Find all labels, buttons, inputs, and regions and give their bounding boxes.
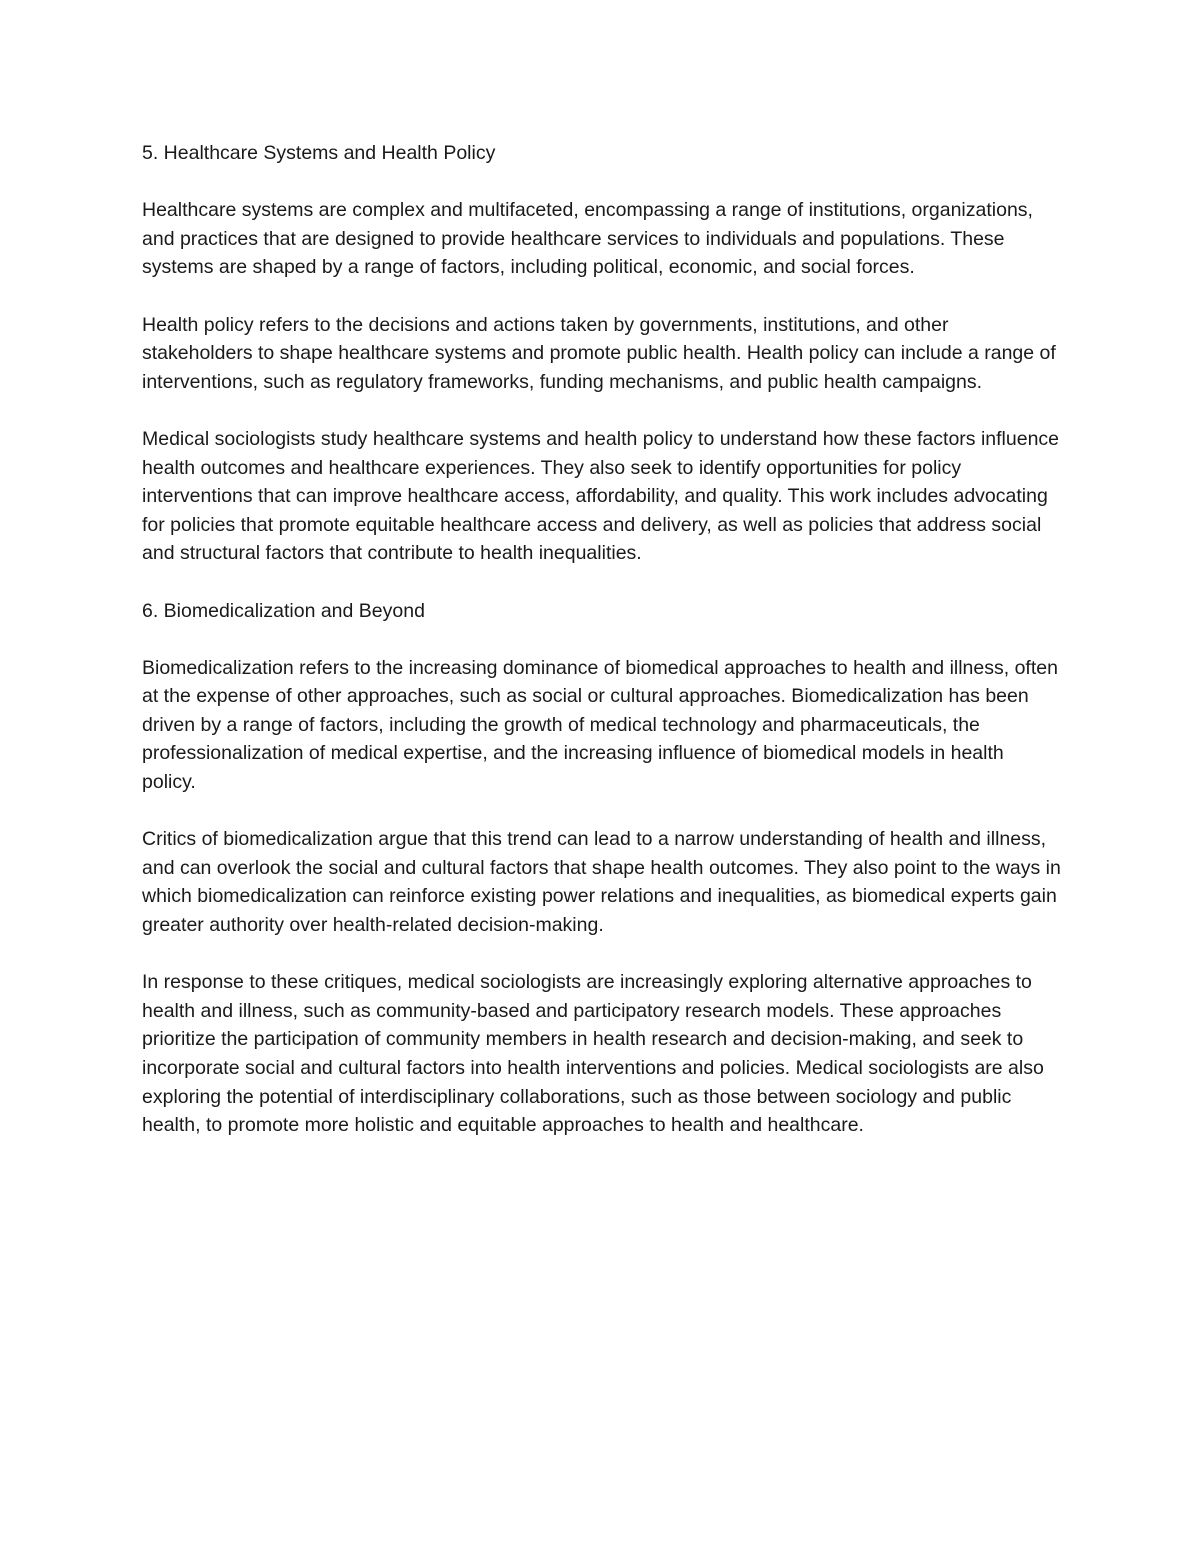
- section-heading-6: 6. Biomedicalization and Beyond: [142, 599, 425, 622]
- paragraph: Healthcare systems are complex and multifaceted, encompassing a range of institutions, organizations, and practices that are designed to provide healthcare services to individuals and populations. These systems are shaped by a range of factors, including political, economic, and social forces.: [142, 199, 1033, 279]
- paragraph: Health policy refers to the decisions and actions taken by governments, institutions, and other stakeholders to shape healthcare systems and promote public health. Health policy can include a range of interventions, such as regulatory frameworks, funding mechanisms, and public health campaigns.: [142, 313, 1056, 393]
- section-heading-5: 5. Healthcare Systems and Health Policy: [142, 142, 496, 164]
- paragraph: Critics of biomedicalization argue that this trend can lead to a narrow understanding of health and illness, and can overlook the social and cultural factors that shape health outcomes. They also point to the ways in which biomedicalization can reinforce existing power relations and inequalities, as biomedical experts gain greater authority over health-related decision-making.: [142, 828, 1061, 937]
- paragraph: Biomedicalization refers to the increasing dominance of biomedical approaches to health and illness, often at the expense of other approaches, such as social or cultural approaches. Biomedicalization has been driven by a range of factors, including the growth of medical technology and pharmaceuticals, the professionalization of medical expertise, and the increasing influence of biomedical models in health policy.: [142, 656, 1058, 794]
- paragraph: In response to these critiques, medical sociologists are increasingly exploring alternative approaches to health and illness, such as community-based and participatory research models. These approaches prioritize the participation of community members in health research and decision-making, and seek to incorporate social and cultural factors into health interventions and policies. Medical sociologists are also exploring the potential of interdisciplinary collaborations, such as those between sociology and public health, to promote more holistic and equitable approaches to health and healthcare.: [142, 971, 1044, 1137]
- paragraph: Medical sociologists study healthcare systems and health policy to understand how these factors influence health outcomes and healthcare experiences. They also seek to identify opportunities for policy interventions that can improve healthcare access, affordability, and quality. This work includes advocating for policies that promote equitable healthcare access and delivery, as well as policies that address social and structural factors that contribute to health inequalities.: [142, 427, 1060, 565]
- document-body: [142, 139, 1062, 1168]
